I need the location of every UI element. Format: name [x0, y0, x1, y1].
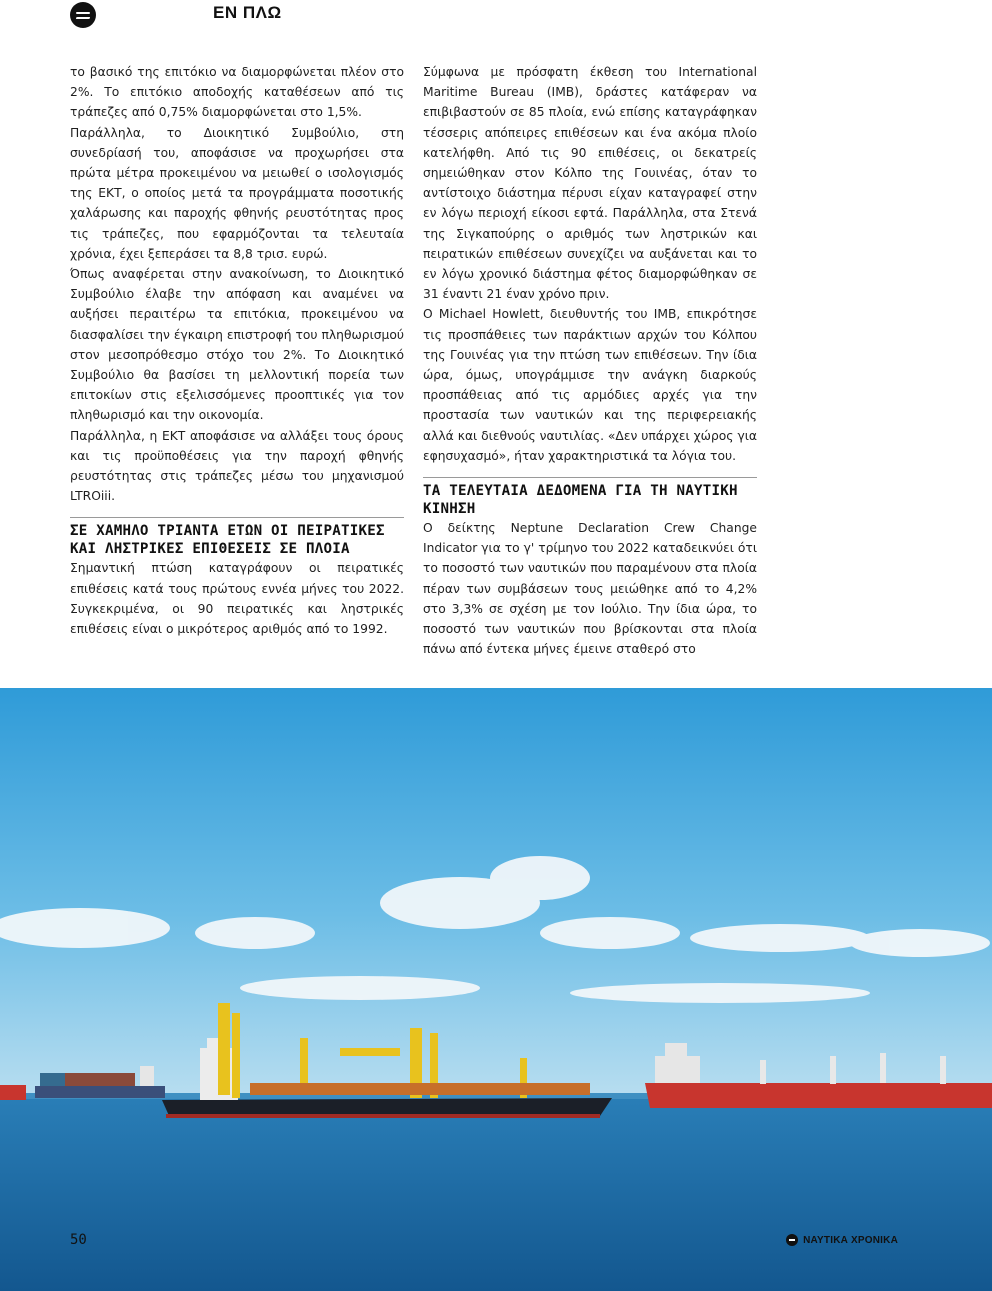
article-paragraph: Όπως αναφέρεται στην ανακοίνωση, το Διοικητικό Συμβούλιο έλαβε την απόφαση και αναμένει να αυξήσει περαιτέρω τα επιτόκια, προκειμένου να διασφαλίσει την έγκαιρη επιστροφή του πληθωρισμού στον μεσοπρόθεσμο στόχο του 2%. Το Διοικητικό Συμβούλιο θα βασίσει τη μελλοντική πορεία των επιτοκίων στις εξελισσόμενες προοπτικές για τον πληθωρισμό και την οικονομία. [70, 267, 404, 423]
article-paragraph: Ο δείκτης Neptune Declaration Crew Change Indicator για το γ' τρίμηνο του 2022 καταδεικνύει ότι το ποσοστό των ναυτικών που παραμένουν στα πλοία πέραν των συμβάσεων τους μειώθηκε από το 4,2% στο 3,3% σε σχέση με τον Ιούλιο. Την ίδια ώρα, το ποσοστό των ναυτικών που βρίσκονται στα πλοία πάνω από έντεκα μήνες έμεινε σταθερό στο [423, 521, 757, 657]
section-title: ΕΝ ΠΛΩ [213, 3, 282, 22]
article-paragraph: Σημαντική πτώση καταγράφουν οι πειρατικές επιθέσεις κατά τους πρώτους εννέα μήνες του 2022. Συγκεκριμένα, οι 90 πειρατικές και ληστρικές επιθέσεις είναι ο μικρότερος αριθμός από το 1992. [70, 561, 404, 637]
subheading-piracy: ΣΕ ΧΑΜΗΛΟ ΤΡΙΑΝΤΑ ΕΤΩΝ ΟΙ ΠΕΙΡΑΤΙΚΕΣ ΚΑΙ ΛΗΣΤΡΙΚΕΣ ΕΠΙΘΕΣΕΙΣ ΣΕ ΠΛΟΙΑ [70, 523, 385, 558]
brand-logo-icon [786, 1234, 798, 1246]
article-paragraph: Παράλληλα, η ΕΚΤ αποφάσισε να αλλάξει τους όρους και τις προϋποθέσεις για την παροχή φθηνής ρευστότητας στις τράπεζες μέσω του μηχανισμού LTROiii. [70, 428, 404, 504]
magazine-logo-icon [70, 2, 96, 28]
sea [0, 1093, 992, 1291]
subheading-block [423, 477, 757, 659]
ships-at-sea-photo [0, 688, 992, 1291]
article-paragraph: το βασικό της επιτόκιο να διαμορφώνεται πλέον στο 2%. Το επιτόκιο αποδοχής καταθέσεων από τις τράπεζες από 0,75% διαμορφώνεται στο 1,5%. [70, 65, 404, 120]
article-paragraph: Ο Michael Howlett, διευθυντής του IMB, επικρότησε τις προσπάθειες των παράκτιων αρχών του Κόλπου της Γουινέας για την πτώση των επιθέσεων. Την ίδια ώρα, όμως, υπογράμμισε την ανάγκη διαρκούς προσπάθειας από τις αρμόδιες αρχές για την προστασία των ναυτικών και της περιφερειακής αλλά και διεθνούς ναυτιλίας. «Δεν υπάρχει χώρος για εφησυχασμό», ήταν χαρακτηριστικά τα λόγια του. [423, 307, 757, 463]
page-number: 50 [70, 1232, 87, 1248]
page-header [70, 2, 96, 28]
left-column [70, 62, 404, 639]
footer-brand [786, 1234, 898, 1246]
subheading-crew-change: ΤΑ ΤΕΛΕΥΤΑΙΑ ΔΕΔΟΜΕΝΑ ΓΙΑ ΤΗ ΝΑΥΤΙΚΗ ΚΙΝΗΣΗ [423, 483, 738, 518]
red-hull-far-left [0, 1085, 26, 1100]
brand-name: ΝΑΥΤΙΚΑ ΧΡΟΝΙΚΑ [803, 1234, 898, 1246]
subheading-block [70, 517, 404, 639]
article-paragraph: Σύμφωνα με πρόσφατη έκθεση του International Maritime Bureau (IMB), δράστες κατάφεραν να επιβιβαστούν σε 85 πλοία, ενώ επίσης καταγράφηκαν τέσσερις απόπειρες επιθέσεων και ένα ακόμα πλοίο κατελήφθη. Από τις 90 επιθέσεις, οι δεκατρείς σημειώθηκαν στον Κόλπο της Γουινέας, όταν το αντίστοιχο διάστημα πέρυσι είχαν καταγραφεί στην εν λόγω περιοχή είκοσι εφτά. Παράλληλα, στα Στενά της Σιγκαπούρης ο αριθμός των ληστρικών και πειρατικών επιθέσεων συνεχίζει να αυξάνεται και το εν λόγω χρονικό διάστημα φέτος διαμορφώθηκαν σε 31 έναντι 21 έναν χρόνο πριν. [423, 65, 757, 302]
right-column [423, 62, 757, 659]
article-paragraph: Παράλληλα, το Διοικητικό Συμβούλιο, στη συνεδρίασή του, αποφάσισε να προχωρήσει στα πρώτα μέτρα προκειμένου να μειωθεί ο ισολογισμός της ΕΚΤ, ο οποίος μετά τα προγράμματα ποσοτικής χαλάρωσης και παροχής φθηνής ρευστότητας προς τις τράπεζες, που εφαρμόζονται τα τελευταία χρόνια, έχει ξεπεράσει τα 8,8 τρισ. ευρώ. [70, 125, 404, 261]
